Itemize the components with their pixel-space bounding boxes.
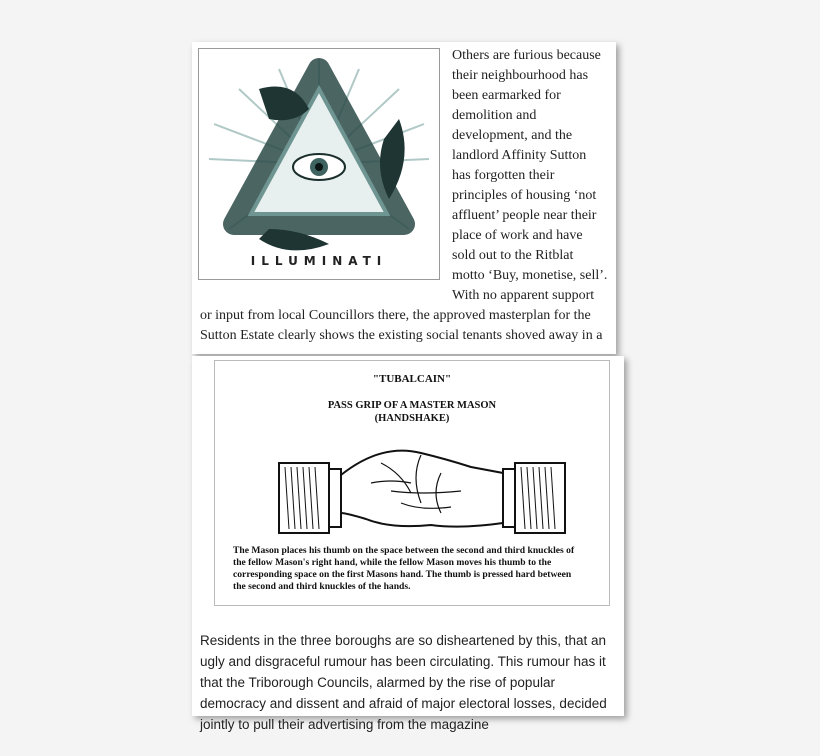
- text-line: place of work and have: [452, 228, 583, 243]
- figure-subtitle-line: (HANDSHAKE): [374, 413, 450, 424]
- figure-caption: [233, 545, 605, 593]
- text-line: ugly and disgraceful rumour has been circulating. This rumour has it: [200, 654, 606, 669]
- text-line: Residents in the three boroughs are so disheartened by this, that an: [200, 633, 607, 648]
- illuminati-caption: ILLUMINATI: [250, 254, 388, 268]
- handshake-icon: [271, 433, 571, 543]
- text-line: Others are furious because: [452, 48, 601, 63]
- figure-subtitle: [215, 399, 609, 425]
- caption-line: the fellow Mason's right hand, while the fellow Mason moves his thumb to the: [233, 557, 552, 568]
- illuminati-image: [198, 48, 440, 280]
- text-line: their neighbourhood has: [452, 68, 589, 83]
- text-line: demolition and: [452, 108, 537, 123]
- text-line: democracy and dissent and afraid of major electoral losses, decided: [200, 696, 607, 711]
- top-newspaper-clipping: [192, 42, 616, 354]
- caption-line: corresponding space on the first Masons hand. The thumb is pressed hard between: [233, 569, 572, 580]
- text-line: affluent’ people near their: [452, 208, 597, 223]
- text-line: jointly to pull their advertising from the magazine: [200, 717, 489, 732]
- text-line: motto ‘Buy, monetise, sell’.: [452, 268, 608, 283]
- illuminati-hands-eye-icon: [199, 49, 439, 279]
- text-line: that the Triborough Councils, alarmed by the rise of popular: [200, 675, 555, 690]
- text-line: been earmarked for: [452, 88, 561, 103]
- text-line: has forgotten their: [452, 168, 555, 183]
- text-line: With no apparent support: [452, 288, 595, 303]
- bottom-newspaper-clipping: [192, 356, 624, 732]
- figure-title: "TUBALCAIN": [372, 373, 452, 385]
- full-width-text: [200, 306, 612, 346]
- text-line: principles of housing ‘not: [452, 188, 597, 203]
- bottom-body-text: [200, 630, 616, 735]
- side-column-text: [452, 46, 614, 306]
- caption-line: the second and third knuckles of the hands.: [233, 581, 411, 592]
- caption-line: The Mason places his thumb on the space between the second and third knuckles of: [233, 545, 575, 556]
- text-line: or input from local Councillors there, the approved masterplan for the: [200, 308, 591, 323]
- handshake-figure: [214, 360, 610, 606]
- figure-subtitle-line: PASS GRIP OF A MASTER MASON: [327, 400, 497, 411]
- text-line: landlord Affinity Sutton: [452, 148, 587, 163]
- text-line: sold out to the Ritblat: [452, 248, 574, 263]
- text-line: Sutton Estate clearly shows the existing social tenants shoved away in a: [200, 328, 603, 343]
- text-line: development, and the: [452, 128, 573, 143]
